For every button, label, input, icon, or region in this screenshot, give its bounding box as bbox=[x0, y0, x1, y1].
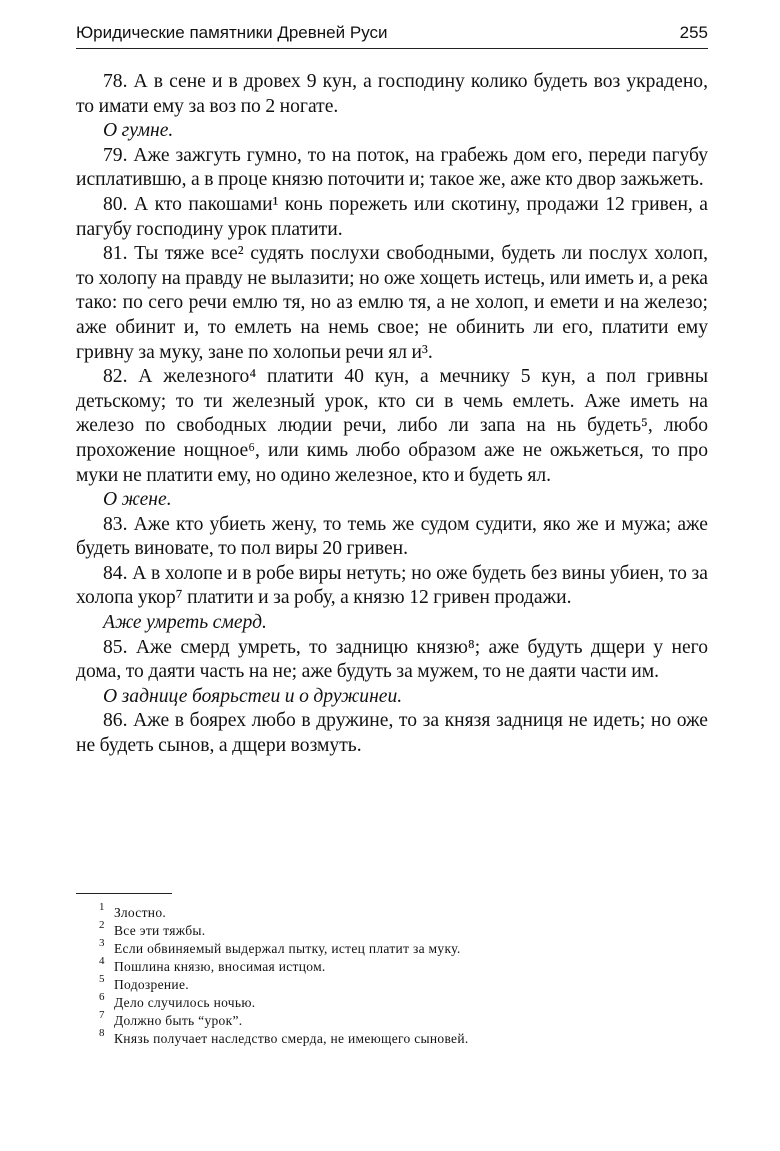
footnote-text: Должно быть “урок”. bbox=[114, 1013, 243, 1028]
footnote-text: Все эти тяжбы. bbox=[114, 923, 206, 938]
article-paragraph: 82. А железного⁴ платити 40 кун, а мечнику 5 кун, а пол гривны детьскому; то ти железный урок, кто си в чемь емлеть. Аже иметь на железо по свободных людии речи, либо ли запа на нь будеть⁵, любо прохожение нощное⁶, или кимь любо образом аже не ожьжеться, то про муки не платити ему, но одино железное, кто и будеть ял. bbox=[76, 366, 708, 486]
footnote-number: 1 bbox=[99, 901, 105, 913]
footnote-text: Подозрение. bbox=[114, 977, 189, 992]
footnote bbox=[99, 1009, 702, 1030]
footnote-number: 8 bbox=[99, 1027, 105, 1039]
footnote-number: 4 bbox=[99, 955, 105, 967]
section-heading: О заднице боярьстеи и о дружинеи. bbox=[103, 685, 403, 707]
article-paragraph: 81. Ты тяже все² судять послухи свободными, будеть ли послух холоп, то холопу на правду не вылазити; но оже хощеть истець, или иметь и, а река тако: по сего речи емлю тя, но аз емлю тя, а не холоп, и емети и на железо; аже обинит и, то емлеть на немь свое; не обинить ли его, платити ему гривну за муку, зане по холопьи речи ял и³. bbox=[76, 243, 708, 363]
footnote bbox=[99, 973, 702, 994]
footnote bbox=[99, 937, 702, 958]
footnote bbox=[99, 991, 702, 1012]
footnote-number: 2 bbox=[99, 919, 105, 931]
footnote-text: Пошлина князю, вносимая истцом. bbox=[114, 959, 326, 974]
article-paragraph: 78. А в сене и в дровех 9 кун, а господину колико будеть воз украдено, то имати ему за воз по 2 ногате. bbox=[76, 71, 708, 117]
article-paragraph: 84. А в холопе и в робе виры нетуть; но оже будеть без вины убиен, то за холопа укор⁷ платити и за робу, а князю 12 гривен продажи. bbox=[76, 562, 708, 609]
article-paragraph: 85. Аже смерд умреть, то задницю князю⁸; аже будуть дщери у него дома, то даяти часть на не; аже будуть за мужем, то не даяти части им. bbox=[76, 636, 708, 683]
footnote bbox=[99, 919, 702, 940]
footnote-number: 3 bbox=[99, 937, 105, 949]
footnote bbox=[99, 955, 702, 976]
article-paragraph: 86. Аже в боярех любо в дружине, то за князя задниця не идеть; но оже не будеть сынов, а дщери возмуть. bbox=[76, 710, 708, 757]
main-text bbox=[76, 70, 708, 759]
section-heading: О жене. bbox=[103, 489, 172, 511]
article-paragraph: 80. А кто пакошами¹ конь порежеть или скотину, продажи 12 гривен, а пагубу господину урок платити. bbox=[76, 193, 708, 240]
footnote-number: 6 bbox=[99, 991, 105, 1003]
article-paragraph: 83. Аже кто убиеть жену, то темь же судом судити, яко же и мужа; аже будеть виновате, то пол виры 20 гривен. bbox=[76, 513, 708, 560]
footnote-separator bbox=[76, 893, 172, 894]
footnote-text: Дело случилось ночью. bbox=[114, 995, 256, 1010]
footnote-text: Князь получает наследство смерда, не имеющего сыновей. bbox=[114, 1031, 469, 1046]
footnote-text: Если обвиняемый выдержал пытку, истец платит за муку. bbox=[114, 941, 461, 956]
footnote-text: Злостно. bbox=[114, 905, 167, 920]
footnote-number: 7 bbox=[99, 1009, 105, 1021]
footnotes bbox=[99, 901, 702, 1048]
footnote-number: 5 bbox=[99, 973, 105, 985]
section-heading: Аже умреть смерд. bbox=[103, 612, 267, 634]
page-number: 255 bbox=[679, 23, 708, 42]
running-header bbox=[76, 18, 708, 49]
footnote bbox=[99, 1027, 702, 1048]
section-heading: О гумне. bbox=[103, 120, 174, 142]
footnote bbox=[99, 901, 702, 922]
running-title: Юридические памятники Древней Руси bbox=[76, 23, 388, 42]
article-paragraph: 79. Аже зажгуть гумно, то на поток, на грабежь дом его, переди пагубу исплатившю, а в проце князю поточити и; такое же, аже кто двор зажьжеть. bbox=[76, 144, 708, 191]
